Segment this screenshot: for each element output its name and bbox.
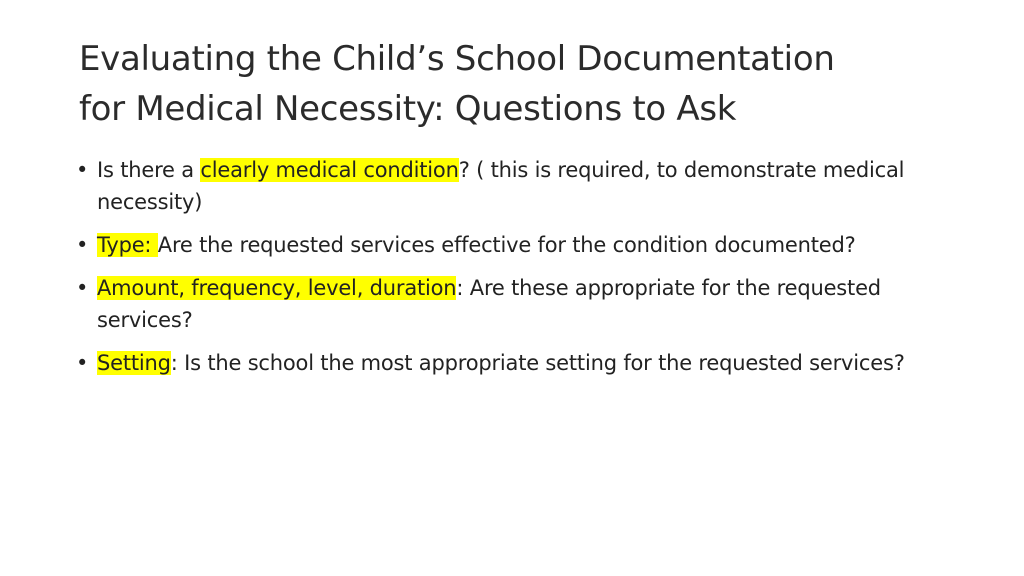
bullet-text: : Is the school the most appropriate setting for the requested services? bbox=[170, 351, 905, 375]
bullet-item-setting bbox=[76, 347, 956, 379]
bullet-item-amount bbox=[76, 272, 956, 336]
bullet-item-type bbox=[76, 229, 956, 261]
bullet-list bbox=[76, 154, 956, 390]
bullet-item-medical-condition bbox=[76, 154, 956, 218]
bullet-dot-icon: • bbox=[76, 351, 89, 375]
bullet-highlight: Setting bbox=[97, 351, 171, 375]
bullet-prefix: Is there a bbox=[97, 158, 201, 182]
bullet-highlight: Type: bbox=[97, 233, 158, 257]
title-line-1: Evaluating the Child’s School Documentation bbox=[79, 39, 835, 79]
bullet-dot-icon: • bbox=[76, 276, 89, 300]
bullet-highlight: clearly medical condition bbox=[200, 158, 459, 182]
bullet-text: : Are these appropriate for the requested services? bbox=[97, 276, 881, 332]
title-line-2: for Medical Necessity: Questions to Ask bbox=[79, 89, 737, 129]
slide-title bbox=[79, 34, 979, 134]
bullet-highlight: Amount, frequency, level, duration bbox=[97, 276, 457, 300]
bullet-text: Are the requested services effective for the condition documented? bbox=[157, 233, 856, 257]
bullet-dot-icon: • bbox=[76, 233, 89, 257]
bullet-dot-icon: • bbox=[76, 158, 89, 182]
bullet-text: ? ( this is required, to demonstrate medical necessity) bbox=[97, 158, 905, 214]
